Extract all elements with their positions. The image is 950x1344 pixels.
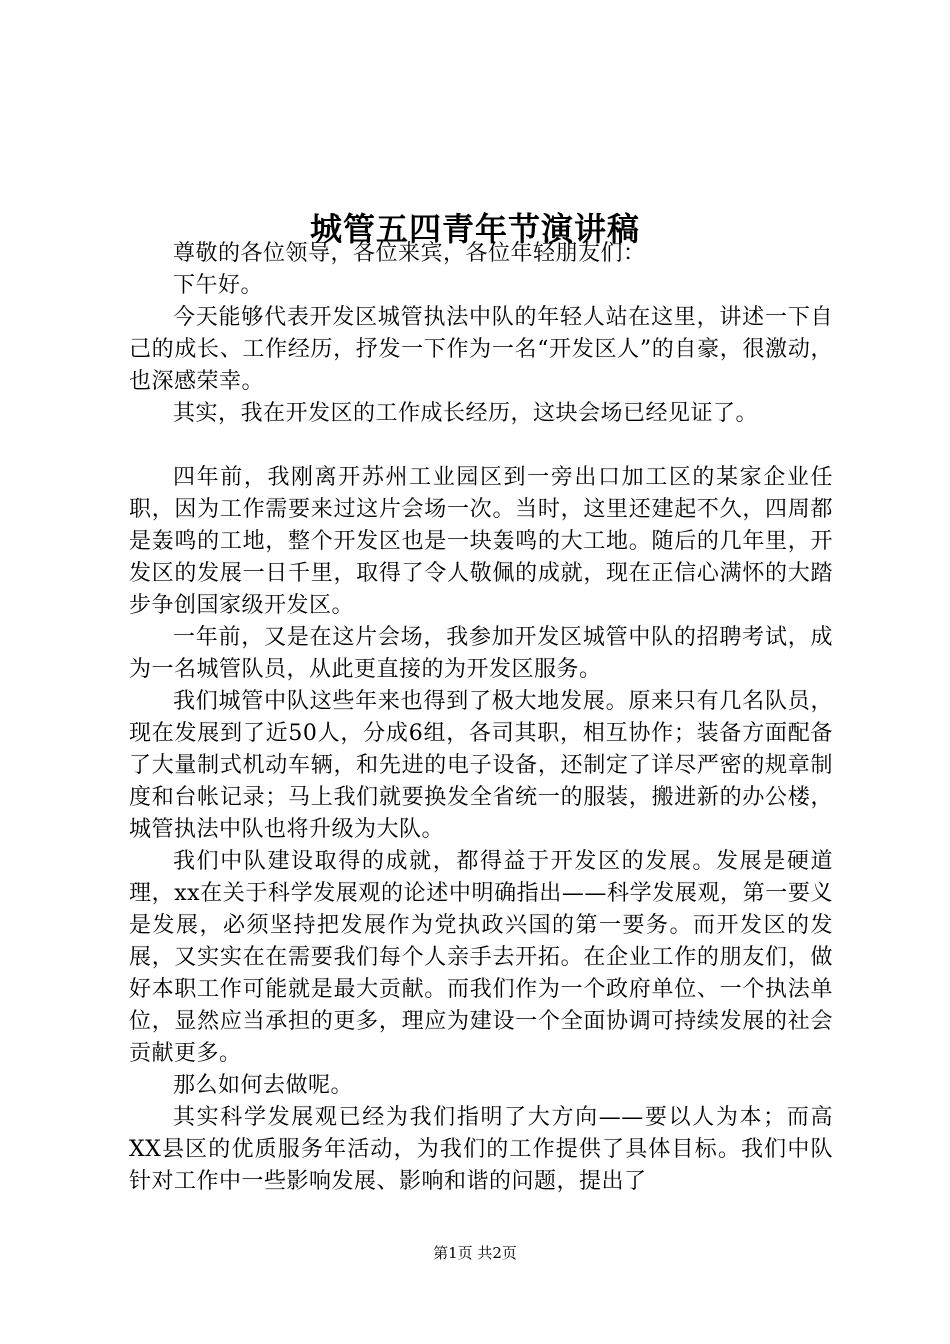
paragraph-witness: 其实，我在开发区的工作成长经历，这块会场已经见证了。 xyxy=(173,401,759,426)
paragraph-greeting: 尊敬的各位领导，各位来宾，各位年轻朋友们： xyxy=(173,241,646,266)
paragraph-achievements: 我们中队建设取得的成就，都得益于开发区的发展。发展是硬道理，xx在关于科学发展观的论述中明确指出——科学发展观，第一要义是发展，必须坚持把发展作为党执政兴国的第一要务。而开发区的发展，又实实在在需要我们每个人亲手去开拓。在企业工作的朋友们，做好本职工作可能就是最大贡献。而我们作为一个政府单位、一个执法单位，显然应当承担的更多，理应为建设一个全面协调可持续发展的社会贡献更多。 xyxy=(129,849,833,1066)
paragraph-good-afternoon: 下午好。 xyxy=(173,273,264,298)
document-body xyxy=(129,238,833,1198)
page-number-footer: 第1页 共2页 xyxy=(433,1244,517,1262)
paragraph-how-to-do: 那么如何去做呢。 xyxy=(173,1073,354,1098)
document-title: 城管五四青年节演讲稿 xyxy=(309,210,640,249)
paragraph-one-year-ago: 一年前，又是在这片会场，我参加开发区城管中队的招聘考试，成为一名城管队员，从此更直接的为开发区服务。 xyxy=(129,625,833,682)
paragraph-team-development: 我们城管中队这些年来也得到了极大地发展。原来只有几名队员，现在发展到了近50人，分成6组，各司其职，相互协作；装备方面配备了大量制式机动车辆，和先进的电子设备，还制定了详尽严密的规章制度和台帐记录；马上我们就要换发全省统一的服装，搬进新的办公楼，城管执法中队也将升级为大队。 xyxy=(129,689,833,842)
paragraph-scientific-development: 其实科学发展观已经为我们指明了大方向——要以人为本；而高XX县区的优质服务年活动，为我们的工作提供了具体目标。我们中队针对工作中一些影响发展、影响和谐的问题，提出了 xyxy=(129,1105,833,1194)
paragraph-introduction: 今天能够代表开发区城管执法中队的年轻人站在这里，讲述一下自己的成长、工作经历，抒发一下作为一名“开发区人”的自豪，很激动，也深感荣幸。 xyxy=(129,305,833,394)
paragraph-four-years-ago: 四年前，我刚离开苏州工业园区到一旁出口加工区的某家企业任职，因为工作需要来过这片会场一次。当时，这里还建起不久，四周都是轰鸣的工地，整个开发区也是一块轰鸣的大工地。随后的几年里，开发区的发展一日千里，取得了令人敬佩的成就，现在正信心满怀的大踏步争创国家级开发区。 xyxy=(129,465,833,618)
